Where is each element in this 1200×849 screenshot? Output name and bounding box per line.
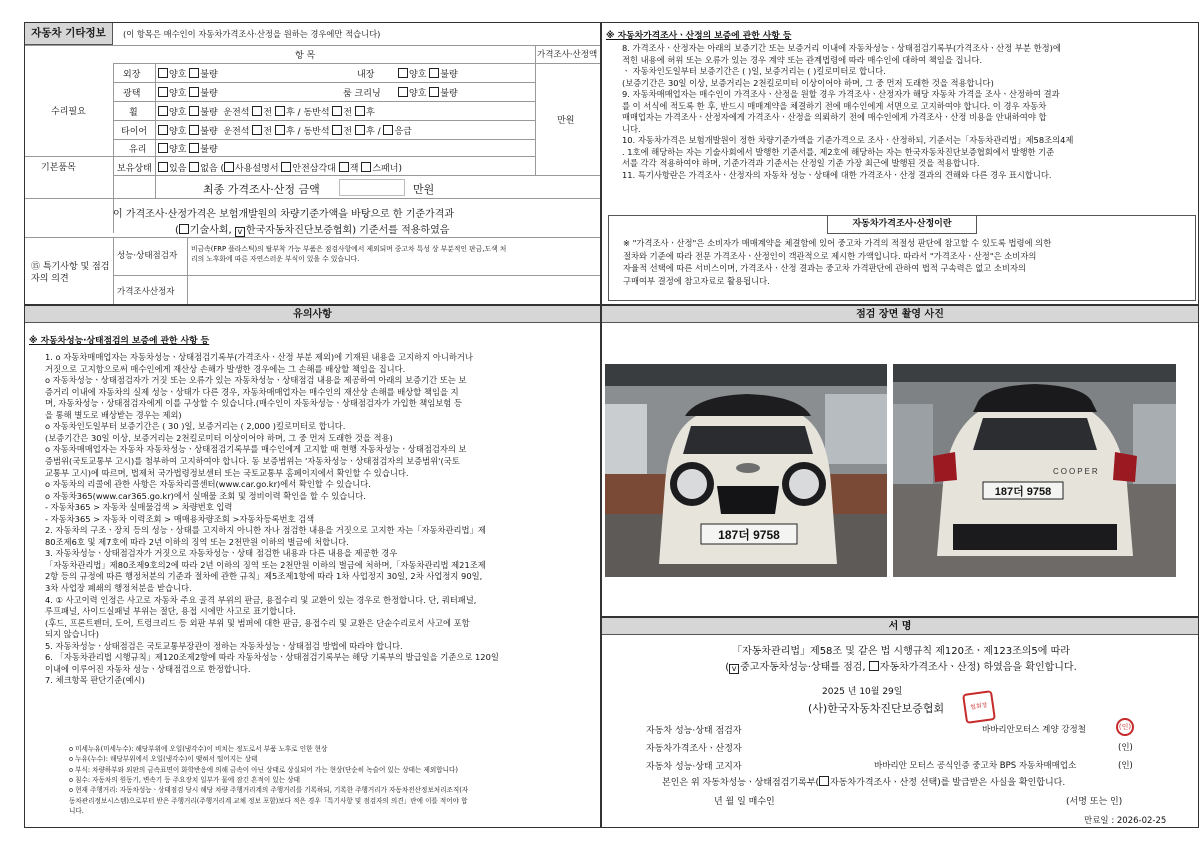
criteria-line: o 미세누유(미세누수): 해당부위에 오일(냉각수)이 비치는 정도로서 부품 노후로 인한 현상 <box>69 745 328 753</box>
rear-photo <box>893 364 1176 577</box>
sign-line-2: (v 중고자동차성능·상태를 점검, 자동차가격조사ㆍ산정) 하였음을 확인합니다. <box>602 658 1199 674</box>
notes-line: 1. o 자동차매매업자는 자동차성능ㆍ상태점검기록부(가격조사ㆍ산정 부분 제외)에 기재된 내용을 고지하지 아니하거나 <box>45 352 473 362</box>
wheel-bad-checkbox[interactable] <box>189 106 199 116</box>
notes-line: 7. 체크항목 판단기준(예시) <box>45 675 145 686</box>
price-definition-box <box>608 215 1196 301</box>
price-guarantee-panel <box>601 22 1199 305</box>
tire-options: 양호 불량 운전석 전 후 / 동반석 전 후 / 응급 <box>158 124 412 137</box>
triangle-checkbox[interactable] <box>281 162 291 172</box>
notes-line: o 자동차인도일부터 보증기간은 ( 30 )일, 보증거리는 ( 2,000 )킬로미터로 합니다. <box>45 421 346 432</box>
sign-org: (사)한국자동차진단보증협회 <box>808 702 945 715</box>
definition-line: 절차와 기준에 따라 전문 가격조사ㆍ산정인이 객관적으로 제시한 가액입니다. 따라서 "가격조사ㆍ산정"은 소비자의 <box>623 250 1037 261</box>
notes-line: 80조제6호 및 제7호에 따라 2년 이하의 징역 또는 2천만원 이하의 벌금에 처합니다. <box>45 536 349 547</box>
notes-line: o 자동차매매업자는 자동차 자동차성능ㆍ상태점검기록부를 매수인에게 고지할 때 현행 자동차성능ㆍ상태점검자의 보 <box>45 444 467 455</box>
notes-line: (후드, 프론트펜더, 도어, 트렁크리드 등 외판 부위 및 범퍼에 대한 판금, 용접수리 및 교환은 단순수리로서 사고에 포함 <box>45 617 470 628</box>
price-guarantee-heading: ※ 자동차가격조사ㆍ산정의 보증에 관한 사항 등 <box>606 31 792 41</box>
front-photo <box>605 364 887 577</box>
inspector-seal: (인) <box>1116 718 1134 736</box>
spanner-checkbox[interactable] <box>361 162 371 172</box>
front-car-illustration <box>605 364 887 577</box>
jack-checkbox[interactable] <box>339 162 349 172</box>
header-item: 항 목 <box>295 51 316 61</box>
gloss-bad-checkbox[interactable] <box>189 87 199 97</box>
gloss-label: 광택 <box>123 89 141 99</box>
expiry-date: 만료일 : 2026-02-25 <box>1084 816 1167 826</box>
appraiser-label: 자동차가격조사ㆍ산정자 <box>646 744 742 754</box>
signature-panel <box>601 617 1199 828</box>
tire-label: 타이어 <box>121 127 148 137</box>
glass-label: 유리 <box>129 145 147 155</box>
inspector-label: 자동차 성능·상태 점검자 <box>646 726 742 736</box>
possession-options: 있음 없음 ( 사용설명서 안전삼각대 잭 스패너) <box>158 161 402 174</box>
possession-label: 보유상태 <box>117 164 152 174</box>
notes-line: - 자동차365 > 자동차 실매물검색 > 차량번호 입력 <box>45 502 233 513</box>
room-good-checkbox[interactable] <box>398 87 408 97</box>
opinion-label: ⑮ 특기사항 및 점검자의 의견 <box>31 262 110 284</box>
guarantee-line: 10. 자동차가격은 보험개발원이 정한 차량기준가액을 기준가격으로 조사ㆍ산정하되, 기준서는「자동차관리법」제58조의4제 <box>622 135 1074 145</box>
notifier-seal: (인) <box>1118 761 1133 771</box>
notes-line: 4. ① 사고이력 인정은 사고로 자동차 주요 골격 부위의 판금, 용접수리 및 교환이 있는 경우로 한정합니다. 단, 쿼터패널, <box>45 594 477 605</box>
notes-line: 2. 자동차의 구조ㆍ장치 등의 성능ㆍ상태를 고지하지 아니한 자나 점검한 내용을 거짓으로 고지한 자는「자동차관리법」제 <box>45 525 486 536</box>
notes-line: 3차 사업장 폐쇄의 행정처분을 받습니다. <box>45 583 192 593</box>
photo-panel <box>601 305 1199 617</box>
wheel-passenger-front-checkbox[interactable] <box>332 106 342 116</box>
notes-line: o 자동차의 리콜에 관한 사항은 자동차리콜센터(www.car.go.kr)에서 확인할 수 있습니다. <box>45 479 371 490</box>
guarantee-line: 를 이 서식에 적도록 한 후, 반드시 매매계약을 체결하기 전에 매수인에게 서면으로 고지하여야 합니다. 이 경우 자동차 <box>622 100 1047 111</box>
interior-options: 양호 불량 <box>398 67 458 80</box>
notes-line: 되지 않습니다) <box>45 629 99 640</box>
issue-confirm: 본인은 위 자동차성능ㆍ상태점검기록부( 자동차가격조사ㆍ산정 선택)를 발급받은 사실을 확인합니다. <box>662 778 1066 788</box>
notes-line: 며, 자동차성능ㆍ상태점검자에게 이를 구상할 수 있습니다.(매수인이 자동차성능ㆍ상태점검자가 가입한 책임보험 등 <box>45 398 462 409</box>
notes-line: 거짓으로 고지함으로써 매수인에게 재산상 손해가 발생한 경우에는 그 손해를 배상할 책임을 집니다. <box>45 363 406 374</box>
opinion-price-label: 가격조사산정자 <box>117 287 175 297</box>
exterior-good-checkbox[interactable] <box>158 68 168 78</box>
notifier-value: 바바리안 모터스 공식인증 중고차 BPS 자동차매매업소 <box>874 761 1077 771</box>
rear-car-illustration <box>893 364 1176 577</box>
exterior-bad-checkbox[interactable] <box>189 68 199 78</box>
criteria-line: 동차관리정보시스템)으로부터 받은 주행거리(주행거리계 교체 정보 포함)보다 적은 경우「특기사항 및 점검자의 의견」란에 이를 적어야 합 <box>69 796 468 805</box>
guarantee-line: (보증기간은 30일 이상, 보증거리는 2천킬로미터 이상이어야 하며, 그 중 먼저 도래한 것을 적용합니다) <box>622 77 994 88</box>
notes-line: 「자동차관리법」제80조제9호의2에 따라 2년 이하의 징역 또는 2천만원 이하의 벌금에 처하며,「자동차관리법 제21조제 <box>45 559 486 570</box>
glass-bad-checkbox[interactable] <box>189 143 199 153</box>
guarantee-line: 8. 가격조사ㆍ산정자는 아래의 보증기간 또는 보증거리 이내에 자동차성능ㆍ상태점검기록부(가격조사ㆍ산정 부분 한정)에 <box>622 43 1061 53</box>
guarantee-line: ㆍ 자동차인도일부터 보증기간은 ( )일, 보증거리는 ( )킬로미터로 합니다. <box>622 66 886 76</box>
repair-label: 수리필요 <box>51 107 86 117</box>
signature-title: 서 명 <box>602 618 1198 635</box>
glass-options: 양호 불량 <box>158 142 218 155</box>
section-note: (이 항목은 매수인이 자동차가격조사·산정을 원하는 경우에만 적습니다) <box>123 29 381 39</box>
guarantee-line: 매매업자는 가격조사ㆍ산정자에게 가격조사ㆍ산정을 의뢰하기 전에 매수인에게 가격조사ㆍ산정 비용을 안내하여야 합 <box>622 112 1047 122</box>
possession-no-checkbox[interactable] <box>189 162 199 172</box>
front-plate-text: 187더 9758 <box>718 528 780 542</box>
inspector-value: 바바리안모터스 계양 강정철 <box>982 725 1086 735</box>
appraiser-seal: (인) <box>1118 743 1133 753</box>
interior-bad-checkbox[interactable] <box>429 68 439 78</box>
buyer-date: 년 월 일 매수인 <box>714 797 775 807</box>
tire-driver-front-checkbox[interactable] <box>252 125 262 135</box>
notes-line: o 자동차성능ㆍ상태점검자가 거짓 또는 오류가 있는 자동차성능ㆍ상태점검 내용을 제공하여 아래의 보증기간 또는 보 <box>45 375 467 386</box>
basis-line: 이 가격조사·산정가격은 보험개발원의 차량기준가액을 바탕으로 한 기준가격과 <box>113 209 455 220</box>
opinion-perf-label: 성능·상태점검자 <box>117 251 178 261</box>
price-unit: 만원 <box>557 116 575 126</box>
basic-label: 기본품목 <box>41 163 76 173</box>
notes-line: 6. 「자동차관리법 시행규칙」제120조제2항에 따라 자동차성능ㆍ상태점검기록부는 해당 기록부의 발급일을 기준으로 120일 <box>45 652 499 663</box>
vehicle-other-info-panel <box>24 22 601 305</box>
header-price: 가격조사·산정액 <box>537 50 598 60</box>
wheel-label: 휠 <box>129 108 138 118</box>
guarantee-line: . 1호에 해당하는 자는 기술사회에서 발행한 기준서를, 제2호에 해당하는 자는 한국자동차진단보증협회에서 발행한 기준 <box>622 146 1055 157</box>
final-price-input[interactable] <box>339 179 405 196</box>
guarantee-line: 적힌 내용에 허위 또는 오류가 있는 경우 계약 또는 관계법령에 따라 매수인에 대하여 책임을 집니다. <box>622 54 983 65</box>
tire-passenger-front-checkbox[interactable] <box>332 125 342 135</box>
definition-line: 구매여부 결정에 참고자료로 활용됩니다. <box>623 275 770 286</box>
wheel-options: 양호 불량 운전석 전 후 / 동반석 전 후 <box>158 105 375 118</box>
notes-line: o 자동차365(www.car365.go.kr)에서 실매물 조회 및 정비이력 확인을 할 수 있습니다. <box>45 490 366 501</box>
notes-line: 을 통해 별도로 배상받는 경우는 제외) <box>45 409 182 420</box>
tire-driver-rear-checkbox[interactable] <box>275 125 285 135</box>
section-title: 자동차 기타정보 <box>25 23 113 45</box>
room-options: 양호 불량 <box>398 86 458 99</box>
sign-date: 2025 년 10월 29일 <box>822 687 903 697</box>
basis-engineers-checkbox[interactable] <box>179 224 189 234</box>
photo-title: 점검 장면 촬영 사진 <box>602 306 1198 323</box>
possession-yes-checkbox[interactable] <box>158 162 168 172</box>
final-price-label: 최종 가격조사·산정 금액 <box>203 183 320 196</box>
buyer-signature[interactable]: (서명 또는 인) <box>1066 797 1123 807</box>
definition-line: ※ "가격조사ㆍ산정"은 소비자가 매매계약을 체결함에 있어 중고차 가격의 적절성 판단에 참고할 수 있도록 법령에 의한 <box>623 238 1052 248</box>
notes-line: 3. 자동차성능ㆍ상태점검자가 거짓으로 자동차성능ㆍ상태 점검한 내용과 다른 내용을 제공한 경우 <box>45 548 398 559</box>
notes-line: 증범위(국토교통부 고시)를 첨부하여 고지하여야 합니다. 동 보증범위는 '자동차성능ㆍ상태점검자의 보증범위'(국토 <box>45 455 460 466</box>
notes-heading: ※ 자동차성능·상태점검의 보증에 관한 사항 등 <box>29 336 210 346</box>
room-bad-checkbox[interactable] <box>429 87 439 97</box>
wheel-driver-rear-checkbox[interactable] <box>275 106 285 116</box>
interior-label: 내장 <box>357 70 375 80</box>
cooper-badge: COOPER <box>1053 467 1100 476</box>
room-label: 룸 크리닝 <box>343 89 381 99</box>
price-check-checkbox[interactable] <box>869 661 879 671</box>
basis-kaiva-checkbox[interactable] <box>235 227 245 237</box>
criteria-line: 니다. <box>69 806 84 815</box>
notes-title: 유의사항 <box>25 306 600 323</box>
performance-check-checkbox[interactable] <box>729 664 739 674</box>
tire-bad-checkbox[interactable] <box>189 125 199 135</box>
wheel-passenger-rear-checkbox[interactable] <box>355 106 365 116</box>
notes-line: 5. 자동차성능ㆍ상태점검은 국토교통부장관이 정하는 자동차성능ㆍ상태점검 방법에 따라야 합니다. <box>45 640 403 651</box>
criteria-line: o 누유(누수): 해당부위에서 오일(냉각수)이 맺혀서 떨어지는 상태 <box>69 755 258 764</box>
interior-good-checkbox[interactable] <box>398 68 408 78</box>
guarantee-line: 11. 특기사항란은 가격조사ㆍ산정자의 자동차 성능ㆍ상태에 대한 가격조사ㆍ산정 결과의 견해와 다른 경우 표시합니다. <box>622 169 1052 180</box>
criteria-line: o 부식: 차량하부와 외판의 금속표면이 화학반응에 의해 금속이 아닌 상태로 상실되어 가는 현상(단순히 녹슬어 있는 상태는 제외합니다) <box>69 765 458 774</box>
guarantee-line: 9. 자동차매매업자는 매수인이 가격조사ㆍ산정을 원할 경우 가격조사ㆍ산정자가 해당 자동차 가격을 조사ㆍ산정하여 결과 <box>622 89 1060 99</box>
tire-good-checkbox[interactable] <box>158 125 168 135</box>
gloss-options: 양호 불량 <box>158 86 218 99</box>
exterior-options: 양호 불량 <box>158 67 218 80</box>
notes-line: 2항 등의 규정에 따른 행정처분의 기준과 절차에 관한 규칙」제5조제1항에 따라 1차 사업정지 30일, 2차 사업정지 90일, <box>45 571 483 582</box>
glass-good-checkbox[interactable] <box>158 143 168 153</box>
tire-emergency-checkbox[interactable] <box>383 125 393 135</box>
tire-passenger-rear-checkbox[interactable] <box>355 125 365 135</box>
criteria-line: o 침수: 자동차의 원동기, 변속기 등 주요장치 일부가 물에 잠긴 흔적이 있는 상태 <box>69 775 300 784</box>
gloss-good-checkbox[interactable] <box>158 87 168 97</box>
basis-options: ( 기술사회, v 한국자동차진단보증협회) 기준서를 적용하였음 <box>175 221 449 237</box>
notes-line: 이내에 이루어진 자동차 성능ㆍ상태점검으로 한정합니다. <box>45 663 251 674</box>
opinion-perf-text-1: 비금속(FRP 플라스틱)의 탈부착 가능 부품은 점검사항에서 제외되며 중고차 특성 상 부분적인 판금,도색 처 <box>191 245 507 253</box>
sign-line-1: 「자동차관리법」제58조 및 같은 법 시행규칙 제120조ㆍ제123조의5에 따라 <box>732 646 1070 657</box>
notes-line: 루프패널, 사이드실패널 부위는 절단, 용접 시에만 사고로 표기합니다. <box>45 606 296 617</box>
definition-line: 자율적 선택에 따른 서비스이며, 가격조사ㆍ산정 결과는 중고차 가격판단에 관하여 법적 구속력은 없고 소비자의 <box>623 263 1026 273</box>
rear-plate-text: 187더 9758 <box>994 486 1052 498</box>
notes-line: 증거리 이내에 자동차의 실제 성능ㆍ상태가 다른 경우, 자동차매매업자는 매수인의 재산상 손해를 배상할 책임을 지 <box>45 386 459 397</box>
notes-line: (보증기간은 30일 이상, 보증거리는 2천킬로미터 이상이어야 하며, 그 중 먼저 도래한 것을 적용) <box>45 432 393 443</box>
notes-line: - 자동차365 > 자동차 이력조회 > 매매용차량조회 >자동차등록번호 검색 <box>45 513 315 524</box>
notes-panel <box>24 305 601 828</box>
notifier-label: 자동차 성능·상태 고지자 <box>646 762 742 772</box>
guarantee-line: 니다. <box>622 123 641 134</box>
price-definition-title: 자동차가격조사·산정이란 <box>827 215 977 234</box>
notes-line: 교통부 고시)에 따르며, 법제처 국가법령정보센터 또는 국토교통부 홈페이지에서 확인할 수 있습니다. <box>45 467 409 478</box>
wheel-driver-front-checkbox[interactable] <box>252 106 262 116</box>
issue-price-checkbox[interactable] <box>819 776 829 786</box>
wheel-good-checkbox[interactable] <box>158 106 168 116</box>
criteria-line: o 현재 주행거리: 자동차성능ㆍ상태점검 당시 해당 차량 주행거리계의 주행거리를 기록하되, 기록한 주행거리가 자동차전산정보처리조직(자 <box>69 786 469 795</box>
opinion-perf-text-2: 리의 노후화에 따른 자연스러운 부식이 있을 수 있습니다. <box>191 255 360 263</box>
association-seal: 협회장 <box>962 690 996 724</box>
final-price-unit: 만원 <box>413 183 435 196</box>
guarantee-line: 서를 각각 적용하여야 하며, 기준가격과 기준서는 산정일 기준 가장 최근에 발행된 것을 적용합니다. <box>622 158 980 168</box>
manual-checkbox[interactable] <box>224 162 234 172</box>
exterior-label: 외장 <box>123 70 141 80</box>
